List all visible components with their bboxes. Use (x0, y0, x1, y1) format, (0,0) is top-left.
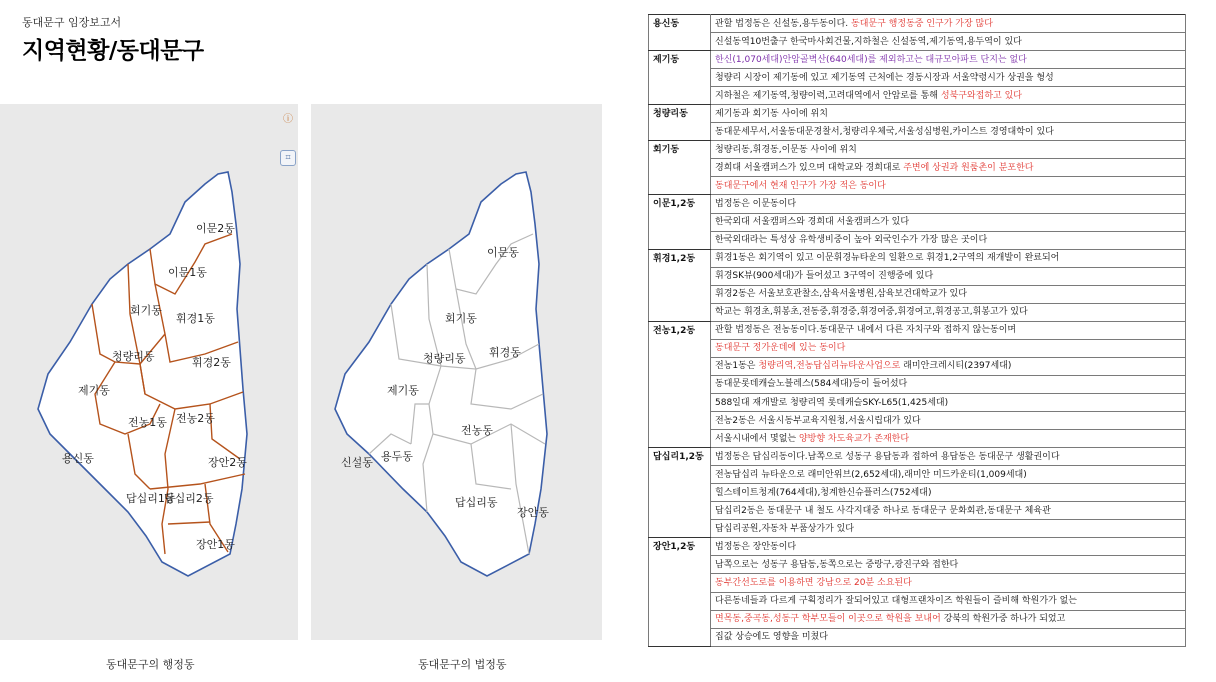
description-text: 학교는 휘경초,휘봉초,전동중,휘경중,휘경여중,휘경여고,휘경공고,휘봉고가 있다 (715, 307, 1028, 318)
map-label: 답십리2동 (164, 492, 214, 505)
description-cell (711, 69, 1186, 87)
description-text: 한국외대 서울캠퍼스와 경희대 서울캠퍼스가 있다 (715, 217, 910, 228)
description-text: 전농1동은 (715, 361, 756, 372)
description-text: 면목동,중곡동,성동구 학부모들이 이곳으로 학원을 보내어 (715, 614, 941, 625)
dong-name-cell: 전농1,2동 (649, 321, 711, 447)
description-text: 동대문세무서,서울동대문경찰서,청량리우체국,서울성심병원,카이스트 경영대학이 있다 (715, 126, 1054, 137)
table-row (649, 303, 1186, 321)
table-row (649, 285, 1186, 303)
table-row (649, 448, 1186, 466)
map-label: 전농2동 (176, 412, 215, 425)
description-text: 동부간선도로를 이용하면 강남으로 20분 소요된다 (715, 577, 912, 588)
table-row (649, 466, 1186, 484)
description-text: 청량리 시장이 제기동에 있고 제기동역 근처에는 경동시장과 서울약령시가 상권을 형성 (715, 72, 1054, 83)
description-cell (711, 15, 1186, 33)
table-row (649, 69, 1186, 87)
description-text: 법정동은 이문동이다 (715, 198, 797, 209)
map-label: 회기동 (130, 304, 162, 317)
description-text: 휘경2동은 서울보호관찰소,삼육서울병원,삼육보건대학교가 있다 (715, 289, 967, 300)
description-text: 한국외대라는 특성상 유학생비중이 높아 외국인수가 가장 많은 곳이다 (715, 235, 988, 246)
description-text: 지하철은 제기동역,청량이력,고려대역에서 안암로를 통해 (715, 90, 938, 101)
description-cell (711, 520, 1186, 538)
description-cell (711, 393, 1186, 411)
description-cell (711, 357, 1186, 375)
map-label: 이문1동 (168, 266, 207, 279)
map-label: 답십리1동 (126, 492, 176, 505)
map-label: 전농1동 (128, 416, 167, 429)
map-label: 장안2동 (208, 456, 247, 469)
map-label: 휘경2동 (192, 356, 231, 369)
description-text: 동대문구에서 현재 인구가 가장 적은 동이다 (715, 180, 886, 191)
description-text: 남쪽으로는 성동구 용답동,동쪽으로는 중랑구,광진구와 접한다 (715, 559, 959, 570)
tail-text: 강북의 학원가중 하나가 되었고 (943, 614, 1066, 625)
table-row (649, 141, 1186, 159)
description-cell (711, 231, 1186, 249)
dong-name-cell: 이문1,2동 (649, 195, 711, 249)
table-row (649, 195, 1186, 213)
table-row (649, 556, 1186, 574)
table-row (649, 375, 1186, 393)
table-row (649, 33, 1186, 51)
description-text: 경희대 서울캠퍼스가 있으며 대학교와 경희대로 (715, 162, 901, 173)
description-text: 한신(1,070세대)안암골벽산(640세대)를 제외하고는 대규모아파트 단지는 없다 (715, 54, 1027, 65)
map-label: 장안동 (517, 506, 549, 519)
description-text: 다른동네들과 다르게 구획정리가 잘되어있고 대형프랜차이즈 학원들이 즐비해 학원가가 없는 (715, 596, 1077, 607)
table-row (649, 123, 1186, 141)
dong-name-cell: 청량리동 (649, 105, 711, 141)
description-text: 관할 법정동은 전농동이다.동대문구 내에서 다른 자치구와 접하지 않는동이며 (715, 325, 1017, 336)
description-text: 신설동역10번출구 한국마사회건물,지하철은 신설동역,제기동역,용두역이 있다 (715, 36, 1022, 47)
table-row (649, 538, 1186, 556)
description-cell (711, 213, 1186, 231)
report-subtitle: 동대문구 임장보고서 (22, 16, 122, 29)
map-label: 장안1동 (196, 538, 235, 551)
table-row (649, 267, 1186, 285)
description-cell (711, 51, 1186, 69)
table-row (649, 520, 1186, 538)
description-text: 휘경1동은 회기역이 있고 이문휘경뉴타운의 일환으로 휘경1,2구역의 재개발이 완료되어 (715, 253, 1060, 264)
map-label: 제기동 (387, 384, 419, 397)
description-cell (711, 195, 1186, 213)
description-cell (711, 141, 1186, 159)
description-cell (711, 33, 1186, 51)
description-text: 집값 상승에도 영향을 미쳤다 (715, 632, 828, 643)
description-text: 서울시내에서 몇없는 (715, 433, 797, 444)
description-cell (711, 412, 1186, 430)
description-cell (711, 159, 1186, 177)
legal-label-layer (311, 104, 602, 640)
description-text: 동대문구 정가운데에 있는 동이다 (715, 343, 846, 354)
description-text: 답십리2동은 동대문구 내 철도 사각지대중 하나로 동대문구 문화회관,동대문구 체육관 (715, 505, 1051, 516)
table-row (649, 430, 1186, 448)
table-row (649, 213, 1186, 231)
highlight-text: 주변에 상권과 원룸촌이 분포한다 (903, 162, 1034, 173)
description-text: 588일대 재개발로 청량리역 롯데캐슬SKY-L65(1,425세대) (715, 397, 949, 408)
map-label: 신설동 (341, 456, 373, 469)
description-cell (711, 430, 1186, 448)
description-cell (711, 87, 1186, 105)
description-cell (711, 105, 1186, 123)
description-text: 법정동은 답십리동이다.남쪽으로 성동구 용답동과 접하여 용답동은 동대문구 생활권이다 (715, 451, 1060, 462)
legal-map-caption: 동대문구의 법정동 (418, 658, 507, 671)
description-text: 전농답십리 뉴타운으로 래미안위브(2,652세대),래미안 미드카운티(1,009세대) (715, 469, 1027, 480)
description-cell (711, 321, 1186, 339)
description-cell (711, 303, 1186, 321)
description-cell (711, 448, 1186, 466)
dong-name-cell: 장안1,2동 (649, 538, 711, 646)
dong-name-cell: 제기동 (649, 51, 711, 105)
description-cell (711, 177, 1186, 195)
table-row (649, 159, 1186, 177)
map-label: 제기동 (78, 384, 110, 397)
admin-label-layer (0, 104, 298, 640)
map-label: 답십리동 (455, 496, 498, 509)
table-row (649, 231, 1186, 249)
description-cell (711, 502, 1186, 520)
table-row (649, 51, 1186, 69)
description-text: 청량리동,휘경동,이문동 사이에 위치 (715, 144, 857, 155)
table-row (649, 177, 1186, 195)
admin-dong-map[interactable] (0, 104, 298, 640)
info-icon[interactable]: ⓘ (283, 114, 293, 125)
table-row (649, 412, 1186, 430)
highlight-text: 성북구와접하고 있다 (940, 90, 1022, 101)
table-row (649, 484, 1186, 502)
description-cell (711, 285, 1186, 303)
map-label: 휘경동 (489, 346, 521, 359)
map-label: 휘경1동 (176, 312, 215, 325)
tail-text: 래미안크레시티(2397세대) (903, 361, 1012, 372)
map-label: 청량리동 (423, 352, 466, 365)
description-cell (711, 574, 1186, 592)
dong-name-cell: 회기동 (649, 141, 711, 195)
table-row (649, 592, 1186, 610)
description-cell (711, 610, 1186, 628)
table-row (649, 87, 1186, 105)
description-cell (711, 538, 1186, 556)
map-label: 이문동 (487, 246, 519, 259)
description-text: 휘경SK뷰(900세대)가 들어섰고 3구역이 진행중에 있다 (715, 271, 934, 282)
table-row (649, 628, 1186, 646)
description-text: 전농2동은 서울시동부교육지원청,서울시립대가 있다 (715, 415, 921, 426)
page-title: 지역현황/동대문구 (22, 38, 204, 64)
map-label: 회기동 (445, 312, 477, 325)
description-cell (711, 466, 1186, 484)
description-text: 제기동과 회기동 사이에 위치 (715, 108, 828, 119)
admin-map-caption: 동대문구의 행정동 (106, 658, 195, 671)
table-row (649, 339, 1186, 357)
dong-name-cell: 답십리1,2동 (649, 448, 711, 538)
description-text: 관할 법정동은 신설동,용두동이다. (715, 18, 849, 29)
description-text: 힐스테이트청계(764세대),청계한신슈플러스(752세대) (715, 487, 932, 498)
map-label: 전농동 (461, 424, 493, 437)
table-row (649, 574, 1186, 592)
description-cell (711, 628, 1186, 646)
table-row (649, 15, 1186, 33)
description-text: 법정동은 장안동이다 (715, 541, 797, 552)
table-row (649, 610, 1186, 628)
map-label: 청량리동 (112, 350, 155, 363)
highlight-text: 청량리역,전농답십리뉴타운사업으로 (758, 361, 901, 372)
dong-name-cell: 휘경1,2동 (649, 249, 711, 321)
description-text: 동대문롯데캐슬노블레스(584세대)등이 들어섰다 (715, 379, 908, 390)
description-text: 답십리공원,자동차 부품상가가 있다 (715, 523, 854, 534)
description-cell (711, 123, 1186, 141)
table-row (649, 105, 1186, 123)
table-row (649, 393, 1186, 411)
table-row (649, 321, 1186, 339)
highlight-text: 동대문구 행정동중 인구가 가장 많다 (851, 18, 993, 29)
description-cell (711, 484, 1186, 502)
dong-info-table (648, 14, 1186, 647)
description-cell (711, 339, 1186, 357)
description-cell (711, 556, 1186, 574)
description-cell (711, 375, 1186, 393)
map-label: 용신동 (62, 452, 94, 465)
description-cell (711, 249, 1186, 267)
map-label: 용두동 (381, 450, 413, 463)
legal-dong-map[interactable] (311, 104, 602, 640)
highlight-text: 양방향 차도육교가 존재한다 (798, 433, 910, 444)
description-cell (711, 592, 1186, 610)
description-cell (711, 267, 1186, 285)
scan-icon[interactable]: ⌗ (280, 150, 296, 166)
table-row (649, 249, 1186, 267)
map-label: 이문2동 (196, 222, 235, 235)
table-row (649, 502, 1186, 520)
table-row (649, 357, 1186, 375)
dong-name-cell: 용신동 (649, 15, 711, 51)
